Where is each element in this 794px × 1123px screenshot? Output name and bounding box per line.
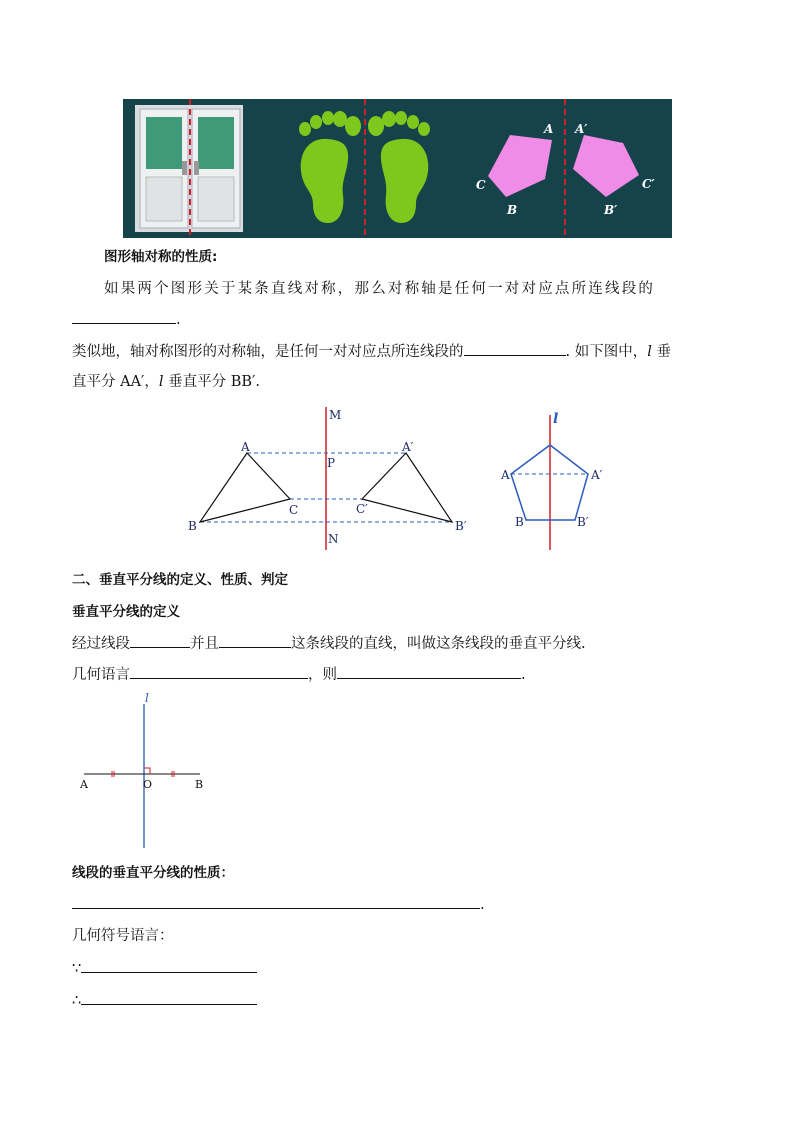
geometry-language-line	[72, 664, 526, 685]
definition-text-c: 这条线段的直线，叫做这条线段的垂直平分线.	[291, 636, 586, 652]
because-symbol: ∵	[72, 961, 82, 977]
left-pentagon	[488, 135, 552, 197]
definition-text-a: 经过线段	[72, 636, 130, 652]
property-answer-line	[72, 894, 485, 915]
perpendicular-bisector-figure	[72, 690, 212, 850]
answer-blank[interactable]	[81, 990, 257, 1005]
label-B-prime: B′	[577, 515, 589, 529]
property-blank-line-1	[72, 309, 181, 330]
property-paragraph-1: 如果两个图形关于某条直线对称，那么对称轴是任何一对对应点所连线段的	[104, 281, 656, 297]
line-l-symbol: l	[158, 374, 164, 390]
banner-label-B-prime: B′	[604, 203, 618, 217]
therefore-symbol: ∴	[72, 993, 82, 1009]
section2-heading: 二、垂直平分线的定义、性质、判定	[72, 572, 288, 588]
property-heading: 图形轴对称的性质:	[104, 249, 218, 265]
answer-blank[interactable]	[81, 958, 257, 973]
label-P: P	[327, 456, 336, 470]
triangle-figure-svg	[180, 405, 480, 555]
banner-label-C-prime: C′	[642, 177, 655, 191]
period: .	[176, 312, 181, 328]
label-B: B	[515, 515, 524, 529]
answer-blank[interactable]	[219, 633, 291, 648]
para3-text-b: 垂直平分 BB′.	[163, 374, 260, 390]
label-l: l	[553, 411, 559, 427]
para2-text-b: . 如下图中，	[565, 344, 648, 360]
symmetry-banner	[123, 99, 672, 238]
definition-subheading: 垂直平分线的定义	[72, 604, 180, 620]
label-C-prime: C′	[356, 502, 368, 516]
definition-text-b: 并且	[190, 636, 219, 652]
right-foot-image	[368, 111, 430, 223]
period: .	[480, 897, 485, 913]
label-l: l	[145, 691, 149, 705]
triangle-ABC	[200, 453, 290, 522]
label-A: A	[241, 440, 250, 454]
answer-blank[interactable]	[72, 894, 480, 909]
geometry-language-then: ，则	[308, 667, 337, 683]
label-A: A	[80, 778, 88, 791]
left-foot-image	[299, 111, 361, 223]
label-B: B	[195, 778, 204, 791]
triangle-symmetry-figure	[180, 405, 480, 555]
label-B: B	[188, 519, 197, 533]
right-angle-mark	[144, 768, 150, 774]
symbol-language-label: 几何符号语言：	[72, 928, 174, 944]
because-line	[72, 958, 257, 979]
para3-text: 直平分 AA′，	[72, 374, 159, 390]
label-B-prime: B′	[455, 519, 467, 533]
label-O: O	[143, 778, 153, 791]
para2-text-c: 垂	[651, 344, 671, 360]
banner-illustration	[123, 99, 672, 238]
period: .	[521, 667, 526, 683]
triangle-A-prime-B-prime-C-prime	[362, 453, 452, 522]
banner-label-A: A	[544, 122, 554, 136]
label-C: C	[289, 503, 299, 517]
label-A-prime: A′	[591, 468, 603, 482]
right-pentagon	[573, 135, 639, 197]
definition-line	[72, 633, 586, 654]
label-A: A	[501, 468, 510, 482]
label-M: M	[329, 408, 342, 422]
para2-text: 类似地，轴对称图形的对称轴，是任何一对对应点所连线段的	[72, 344, 464, 360]
banner-label-B: B	[507, 203, 518, 217]
answer-blank[interactable]	[72, 309, 176, 324]
property-paragraph-2	[72, 341, 671, 362]
bisector-figure-svg	[72, 690, 212, 850]
answer-blank[interactable]	[337, 664, 521, 679]
label-A-prime: A′	[402, 440, 414, 454]
answer-blank[interactable]	[464, 341, 566, 356]
banner-label-C: C	[476, 178, 486, 192]
answer-blank[interactable]	[130, 664, 308, 679]
geometry-language-label: 几何语言	[72, 667, 130, 683]
line-l-symbol: l	[647, 344, 652, 360]
pentagon-figure-svg	[495, 405, 610, 555]
banner-label-A-prime: A′	[575, 122, 588, 136]
label-N: N	[328, 532, 339, 546]
therefore-line	[72, 990, 257, 1011]
pentagon-symmetry-figure	[495, 405, 610, 555]
property-section-heading: 线段的垂直平分线的性质：	[72, 865, 234, 881]
answer-blank[interactable]	[130, 633, 190, 648]
property-paragraph-3	[72, 372, 260, 392]
